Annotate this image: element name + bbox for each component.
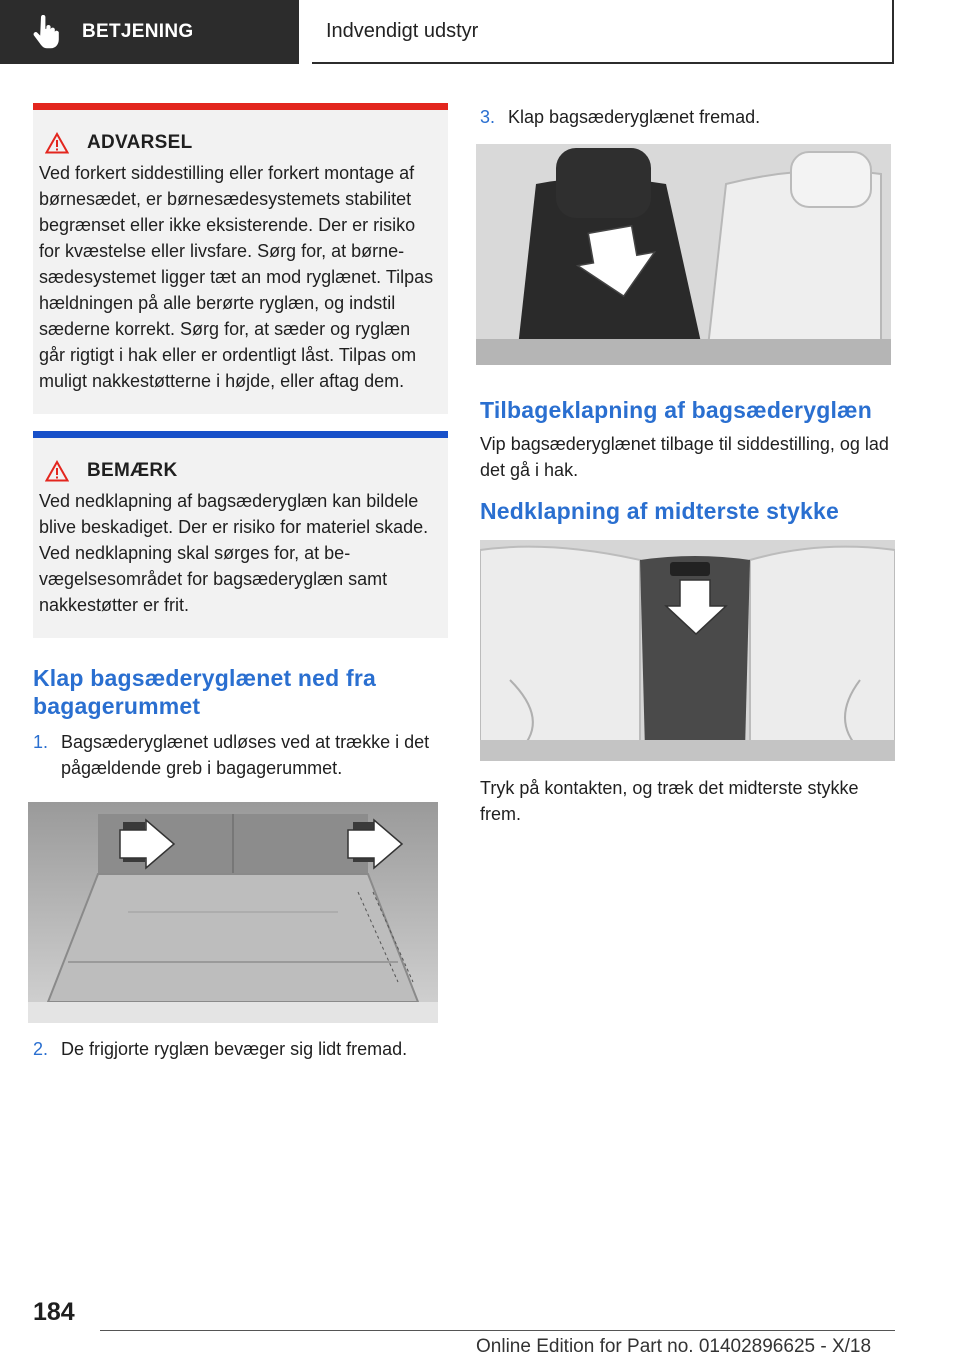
warning-label: ADVARSEL xyxy=(87,132,193,153)
step-2 xyxy=(33,1036,448,1062)
section-title: BETJENING xyxy=(82,21,194,42)
middle-section-image xyxy=(480,540,895,761)
step-1 xyxy=(33,729,448,781)
page-number: 184 xyxy=(33,1298,75,1326)
step-1-number: 1. xyxy=(33,732,49,752)
step-3-text: Klap bagsæderyglænet fremad. xyxy=(508,107,761,127)
right-column xyxy=(480,103,895,827)
step-2-number: 2. xyxy=(33,1039,49,1059)
section-tab[interactable] xyxy=(0,0,299,64)
trunk-release-image xyxy=(28,802,438,1023)
warning-box xyxy=(33,103,448,414)
step-3 xyxy=(480,104,895,130)
footer-divider xyxy=(100,1330,895,1331)
hand-pointer-icon xyxy=(32,10,76,54)
step-2-text: De frigjorte ryglæn bevæger sig lidt fremad. xyxy=(61,1039,408,1059)
warning-text: Ved forkert siddestilling eller forkert montage af børnesædet, er børnesædesystemets stabilitet begrænset eller ikke eksisterende. Der er risiko for kvæstelse eller livsfare. Sørg for, at børnesædesystemet ligger tæt an mod ryglænet. Tilpas hældningen på alle berørte ryglæn, og indstil sæderne korrekt. Sørg for, at sæder og ryglæn går rigtigt i hak eller er ordentligt låst. Tilpas om muligt nakkestøtterne i højde, eller aftag dem. xyxy=(39,163,434,391)
chapter-title xyxy=(312,0,894,64)
note-text: Ved nedklapning af bagsæderyglæn kan bildele blive beskadiget. Der er risiko for materiel skade. Ved nedklapning skal sørges for, at bevægelsesområdet for bagsæderyglæn samt nakkestøtter er frit. xyxy=(39,491,429,615)
section2-text: Vip bagsæderyglænet tilbage til siddestilling, og lad det gå i hak. xyxy=(480,434,889,480)
section1-heading: Klap bagsæderyglænet ned fra bagagerummet xyxy=(33,665,377,719)
seat-fold-forward-image xyxy=(476,144,891,365)
note-triangle-icon xyxy=(45,460,69,482)
section3-text: Tryk på kontakten, og træk det midterste stykke frem. xyxy=(480,778,859,824)
step-1-text: Bagsæderyglænet udløses ved at trække i det pågældende greb i bagagerummet. xyxy=(61,732,430,778)
section3-heading: Nedklapning af midterste stykke xyxy=(480,498,839,524)
warning-triangle-icon xyxy=(45,132,69,154)
note-box xyxy=(33,431,448,638)
section2-heading: Tilbageklapning af bagsæderyglæn xyxy=(480,397,872,423)
step-3-number: 3. xyxy=(480,107,496,127)
chapter-title-text: Indvendigt udstyr xyxy=(326,19,479,42)
footer-edition: Online Edition for Part no. 01402896625 - X/18 xyxy=(476,1336,872,1357)
left-column xyxy=(33,103,448,1062)
note-label: BEMÆRK xyxy=(87,460,178,481)
